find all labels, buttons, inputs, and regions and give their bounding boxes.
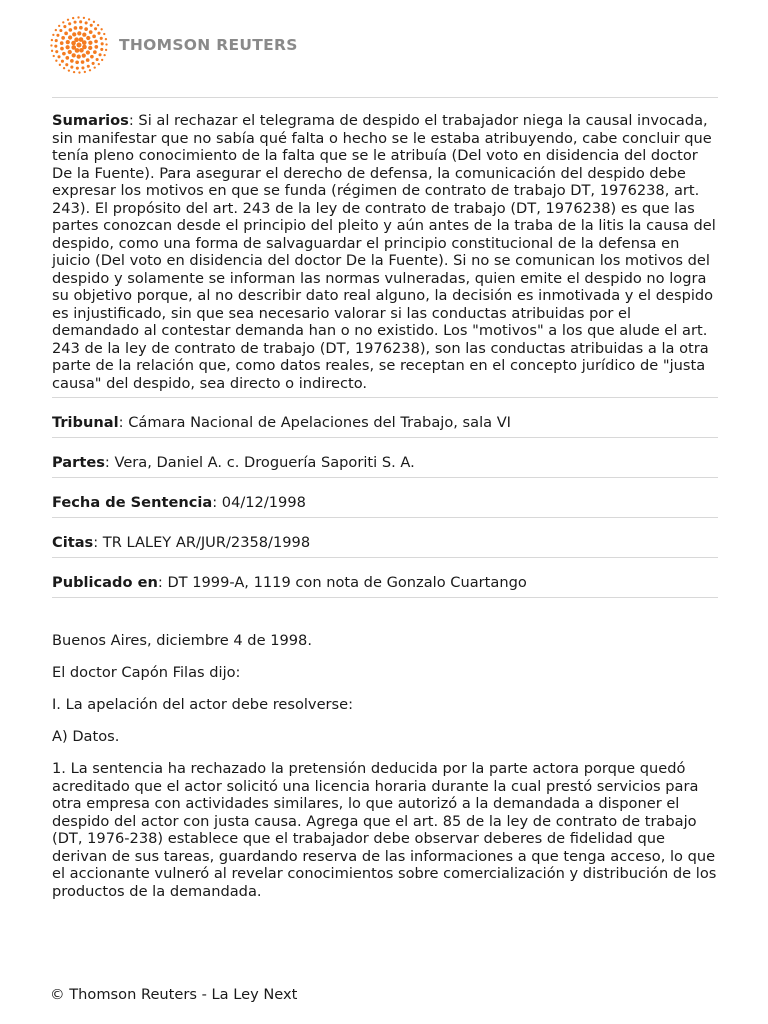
- logo-dot: [86, 36, 90, 40]
- tribunal-row: [52, 398, 718, 438]
- publicado-value: : DT 1999-A, 1119 con nota de Gonzalo Cuartango: [157, 574, 527, 591]
- logo-dot: [92, 35, 96, 39]
- logo-dot: [67, 19, 69, 21]
- logo-dot: [50, 44, 52, 46]
- logo-dot: [51, 39, 53, 41]
- summary-row: [52, 98, 718, 398]
- logo-dot: [63, 25, 66, 28]
- logo-dot: [51, 50, 53, 52]
- logo-dot: [101, 59, 103, 61]
- logo-dot: [77, 54, 81, 58]
- logo-dot: [68, 35, 72, 39]
- document-content: [52, 97, 718, 915]
- logo-dot: [76, 67, 79, 70]
- logo-dot: [97, 32, 100, 35]
- logo-dot: [58, 25, 60, 27]
- page-footer: © Thomson Reuters - La Ley Next: [50, 986, 298, 1003]
- logo-dot: [59, 29, 62, 32]
- logo-dot: [74, 37, 79, 42]
- tribunal-value: : Cámara Nacional de Apelaciones del Trabajo, sala VI: [118, 414, 511, 431]
- logo-dot: [62, 21, 64, 23]
- logo-dot: [90, 55, 94, 59]
- logo-dot: [97, 24, 99, 26]
- logo-dot: [55, 29, 57, 31]
- logo-dot: [81, 66, 84, 69]
- logo-dot: [55, 50, 58, 53]
- logo-dot: [88, 46, 92, 50]
- publicado-label: Publicado en: [52, 574, 158, 591]
- logo-dot: [82, 33, 86, 37]
- logo-dot: [72, 53, 76, 57]
- logo-dot: [53, 55, 55, 57]
- logo-dot: [64, 31, 68, 35]
- logo-dot: [56, 34, 59, 37]
- logo-dot: [79, 20, 82, 23]
- logo-dot: [96, 58, 99, 61]
- logo-dot: [70, 59, 74, 63]
- logo-dot: [94, 45, 98, 49]
- case-metadata: [52, 97, 718, 598]
- logo-dot: [63, 67, 65, 69]
- logo-dot: [55, 60, 57, 62]
- logo-dot: [87, 65, 90, 68]
- logo-dot: [84, 27, 88, 31]
- paragraph-date: Buenos Aires, diciembre 4 de 1998.: [52, 632, 312, 649]
- fecha-row: [52, 478, 718, 518]
- logo-dot: [79, 48, 84, 53]
- logo-dot: [73, 71, 75, 73]
- logo-dot: [83, 17, 85, 19]
- citas-row: [52, 518, 718, 558]
- logo-dot: [93, 21, 95, 23]
- logo-dot: [69, 28, 73, 32]
- logo-dot: [70, 66, 73, 69]
- logo-dot: [74, 26, 78, 30]
- logo-dot: [68, 69, 70, 71]
- paragraph-speaker: El doctor Capón Filas dijo:: [52, 664, 241, 681]
- logo-dot: [89, 69, 91, 71]
- partes-label: Partes: [52, 454, 105, 471]
- logo-dot: [74, 21, 77, 24]
- logo-dot: [78, 71, 80, 73]
- thomson-reuters-logo-icon: [50, 16, 108, 74]
- logo-dot: [54, 45, 57, 48]
- logo-dot: [66, 40, 70, 44]
- logo-dot: [81, 60, 85, 64]
- logo-dot: [55, 39, 58, 42]
- paragraph-subheading: A) Datos.: [52, 728, 120, 745]
- tribunal-label: Tribunal: [52, 414, 119, 431]
- publicado-row: [52, 558, 718, 598]
- logo-dot: [68, 50, 72, 54]
- logo-dot: [88, 41, 92, 45]
- logo-dot: [100, 48, 103, 51]
- logo-dot: [85, 21, 88, 24]
- logo-dot: [72, 17, 74, 19]
- logo-dot: [103, 33, 105, 35]
- partes-row: [52, 438, 718, 478]
- logo-dot: [84, 71, 86, 73]
- logo-dot: [89, 30, 93, 34]
- logo-dot: [90, 24, 93, 27]
- logo-dot: [76, 42, 81, 47]
- logo-dot: [94, 66, 96, 68]
- logo-dot: [65, 45, 69, 49]
- logo-dot: [105, 38, 107, 40]
- partes-value: : Vera, Daniel A. c. Droguería Saporiti S. A.: [104, 454, 415, 471]
- fecha-value: : 04/12/1998: [212, 494, 306, 511]
- logo-dot: [86, 50, 90, 54]
- logo-dot: [92, 62, 95, 65]
- logo-dot: [99, 53, 102, 56]
- logo-dot: [60, 41, 64, 45]
- logo-dot: [93, 50, 97, 54]
- logo-dot: [65, 56, 69, 60]
- logo-dot: [105, 43, 107, 45]
- summary-text: : Si al rechazar el telegrama de despido el trabajador niega la causal invocada, sin manifestar que no sabía qué falta o hecho se le estaba atribuyendo, cabe concluir que tenía pleno conocimiento de la falta que se le atribuía (Del voto en disidencia del doctor De la Fuente). Para asegurar el derecho de defensa, la comunicación del despido debe expresar los motivos en que se funda (régimen de contrato de trabajo DT, 1976238, art. 243). El propósito del art. 243 de la ley de contrato de trabajo (DT, 1976238) es que las partes conozcan desde el principio del pleito y aún antes de la traba de la litis la causa del despido, como una forma de salvaguardar el principio constitucional de la defensa en juicio (Del voto en disidencia del doctor De la Fuente). Si no se comunican los motivos del despido y solamente se informan las normas vulneradas, quien emite el despido no logra su objetivo porque, al no describir dato real alguno, la decisión es inmotivada y el despido es injustificado, sin que sea necesario valorar si las conductas atribuidas por el demandado al contestar demanda han o no existido. Los "motivos" a los que alude el art. 243 de la ley de contrato de trabajo (DT, 1976238), son las conductas atribuidas a la otra parte de la relación que, como datos reales, se receptan en el concepto jurídico de "justa causa" del despido, sea directo o indirecto.: [52, 112, 716, 392]
- logo-dot: [105, 49, 107, 51]
- logo-dot: [60, 47, 64, 51]
- logo-dot: [100, 37, 103, 40]
- logo-dot: [68, 22, 71, 25]
- logo-dot: [62, 52, 66, 56]
- logo-dot: [98, 63, 100, 65]
- logo-dot: [52, 34, 54, 36]
- logo-dot: [77, 31, 81, 35]
- paragraph-body: 1. La sentencia ha rechazado la pretensión deducida por la parte actora porque quedó acreditado que el actor solicitó una licencia horaria durante la cual prestó servicios para otra empresa con actividades similares, lo que autorizó a la demandada a disponer el despido del actor con justa causa. Agrega que el art. 85 de la ley de contrato de trabajo (DT, 1976-238) establece que el trabajador debe observar deberes de fidelidad que derivan de sus tareas, guardando reserva de las informaciones a que tenga acceso, lo que el accionante vulneró al revelar conocimientos sobre comercialización y distribución de los productos de la demandada.: [52, 760, 717, 900]
- logo-dot: [94, 27, 97, 30]
- logo-dot: [57, 55, 60, 58]
- logo-dot: [75, 60, 79, 64]
- logo-dot: [82, 53, 86, 57]
- page-header: [50, 17, 298, 73]
- logo-dot: [71, 45, 76, 50]
- ruling-text: [52, 632, 718, 900]
- logo-dot: [59, 64, 61, 66]
- logo-dot: [65, 63, 68, 66]
- logo-dot: [61, 36, 65, 40]
- logo-dot: [88, 18, 90, 20]
- logo-dot: [61, 60, 64, 63]
- logo-dot: [82, 40, 87, 45]
- logo-dot: [79, 26, 83, 30]
- fecha-label: Fecha de Sentencia: [52, 494, 213, 511]
- logo-dot: [86, 58, 90, 62]
- logo-dot: [94, 40, 98, 44]
- logo-dot: [72, 32, 76, 36]
- logo-dot: [77, 16, 79, 18]
- brand-name: THOMSON REUTERS: [119, 36, 298, 54]
- summary-label: Sumarios: [52, 112, 129, 129]
- citas-value: : TR LALEY AR/JUR/2358/1998: [93, 534, 311, 551]
- citas-label: Citas: [52, 534, 94, 551]
- logo-dot: [103, 54, 105, 56]
- logo-dot: [101, 42, 104, 45]
- paragraph-section-heading: I. La apelación del actor debe resolverse:: [52, 696, 354, 713]
- logo-dot: [100, 28, 102, 30]
